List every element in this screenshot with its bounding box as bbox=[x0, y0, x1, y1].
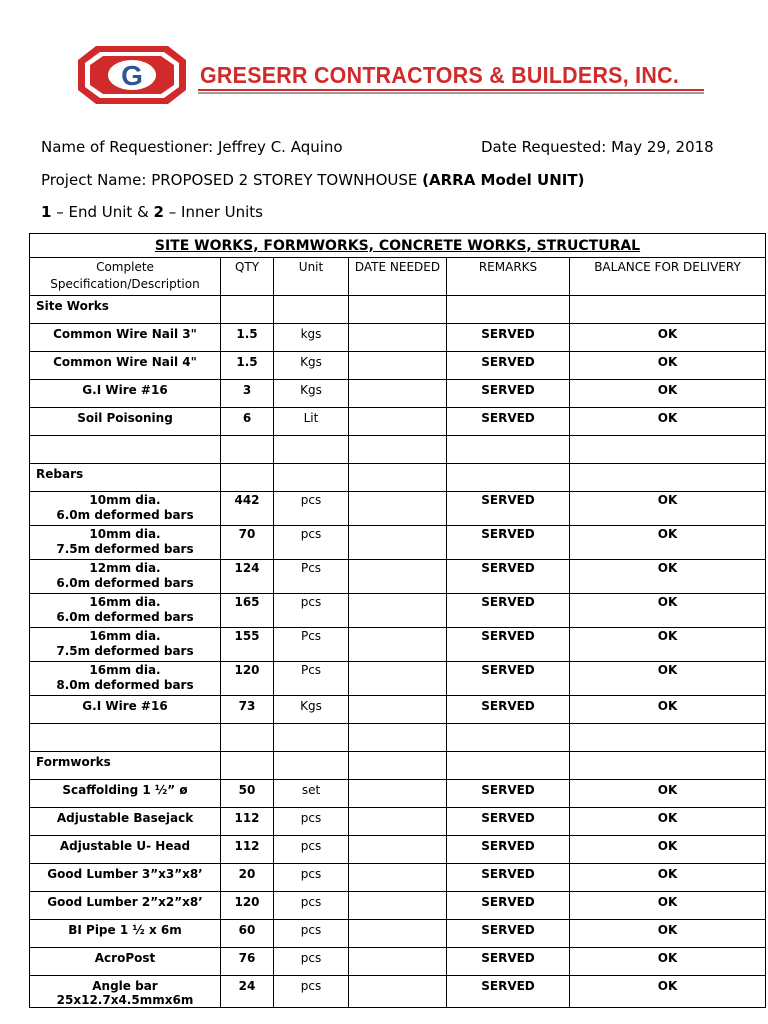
item-balance: OK bbox=[570, 892, 766, 920]
item-unit: pcs bbox=[274, 948, 349, 976]
item-remarks: SERVED bbox=[447, 808, 570, 836]
item-remarks: SERVED bbox=[447, 892, 570, 920]
item-unit: pcs bbox=[274, 864, 349, 892]
item-qty: 120 bbox=[221, 662, 274, 696]
item-date-needed bbox=[349, 324, 447, 352]
project-model: (ARRA Model UNIT) bbox=[422, 171, 585, 189]
table-title: SITE WORKS, FORMWORKS, CONCRETE WORKS, STRUCTURAL bbox=[30, 234, 766, 258]
item-description-line1: Angle bar 25x12.7x4.5mmx6m bbox=[56, 979, 194, 1007]
table-row bbox=[30, 594, 766, 628]
item-balance: OK bbox=[570, 408, 766, 436]
item-unit: pcs bbox=[274, 892, 349, 920]
units-text-1: – End Unit & bbox=[56, 203, 149, 221]
table-row bbox=[30, 976, 766, 1008]
item-description bbox=[30, 352, 221, 380]
item-description bbox=[30, 492, 221, 526]
item-date-needed bbox=[349, 560, 447, 594]
units-num-2: 2 bbox=[153, 203, 164, 221]
item-qty: 112 bbox=[221, 808, 274, 836]
item-unit: pcs bbox=[274, 920, 349, 948]
table-row bbox=[30, 948, 766, 976]
item-description bbox=[30, 948, 221, 976]
item-unit: Kgs bbox=[274, 352, 349, 380]
empty-cell bbox=[447, 752, 570, 780]
item-description-line1: Soil Poisoning bbox=[77, 411, 173, 425]
item-balance: OK bbox=[570, 526, 766, 560]
item-unit: kgs bbox=[274, 324, 349, 352]
item-unit bbox=[274, 724, 349, 752]
empty-cell bbox=[447, 464, 570, 492]
item-date-needed bbox=[349, 976, 447, 1008]
col-desc: Complete Specification/Description bbox=[30, 258, 221, 296]
item-description bbox=[30, 696, 221, 724]
item-qty: 24 bbox=[221, 976, 274, 1008]
item-qty: 60 bbox=[221, 920, 274, 948]
logo-letter: G bbox=[121, 60, 143, 91]
requester-label: Name of Requestioner: bbox=[41, 138, 214, 156]
item-qty: 124 bbox=[221, 560, 274, 594]
item-unit: Lit bbox=[274, 408, 349, 436]
project-value: PROPOSED 2 STOREY TOWNHOUSE bbox=[151, 171, 418, 189]
item-description-line1: G.I Wire #16 bbox=[82, 699, 168, 713]
table-row bbox=[30, 836, 766, 864]
date-value: May 29, 2018 bbox=[611, 138, 714, 156]
item-unit bbox=[274, 436, 349, 464]
header-rule-red bbox=[198, 89, 704, 91]
item-balance: OK bbox=[570, 380, 766, 408]
item-remarks: SERVED bbox=[447, 628, 570, 662]
item-qty: 120 bbox=[221, 892, 274, 920]
item-description-line2: 7.5m deformed bars bbox=[56, 644, 194, 658]
item-remarks: SERVED bbox=[447, 408, 570, 436]
item-date-needed bbox=[349, 892, 447, 920]
item-description bbox=[30, 808, 221, 836]
item-date-needed bbox=[349, 662, 447, 696]
item-unit: pcs bbox=[274, 492, 349, 526]
item-description-line1: Adjustable Basejack bbox=[56, 811, 194, 825]
col-date: DATE NEEDED bbox=[349, 258, 447, 296]
item-unit: Pcs bbox=[274, 628, 349, 662]
section-row bbox=[30, 464, 766, 492]
item-balance: OK bbox=[570, 836, 766, 864]
item-remarks: SERVED bbox=[447, 864, 570, 892]
item-description-line2: 8.0m deformed bars bbox=[56, 678, 194, 692]
col-remarks: REMARKS bbox=[447, 258, 570, 296]
company-name: GRESERR CONTRACTORS & BUILDERS, INC. bbox=[200, 62, 680, 88]
item-balance: OK bbox=[570, 808, 766, 836]
item-unit: pcs bbox=[274, 976, 349, 1008]
col-unit: Unit bbox=[274, 258, 349, 296]
item-date-needed bbox=[349, 492, 447, 526]
item-unit: pcs bbox=[274, 836, 349, 864]
item-description-line2: 6.0m deformed bars bbox=[56, 610, 194, 624]
item-unit: Pcs bbox=[274, 560, 349, 594]
item-date-needed bbox=[349, 864, 447, 892]
table-row bbox=[30, 724, 766, 752]
item-date-needed bbox=[349, 594, 447, 628]
empty-cell bbox=[221, 752, 274, 780]
table-row bbox=[30, 560, 766, 594]
item-balance bbox=[570, 724, 766, 752]
item-description-line1: 12mm dia. bbox=[89, 561, 161, 575]
table-row bbox=[30, 808, 766, 836]
table-row bbox=[30, 526, 766, 560]
item-balance: OK bbox=[570, 976, 766, 1008]
item-description bbox=[30, 892, 221, 920]
item-description-line2: 7.5m deformed bars bbox=[56, 542, 194, 556]
table-row bbox=[30, 380, 766, 408]
item-qty: 6 bbox=[221, 408, 274, 436]
item-date-needed bbox=[349, 696, 447, 724]
item-description-line1: Good Lumber 2”x2”x8’ bbox=[47, 895, 203, 909]
empty-cell bbox=[274, 464, 349, 492]
item-remarks: SERVED bbox=[447, 948, 570, 976]
item-description bbox=[30, 976, 221, 1008]
item-balance: OK bbox=[570, 352, 766, 380]
item-remarks: SERVED bbox=[447, 324, 570, 352]
item-qty: 112 bbox=[221, 836, 274, 864]
item-remarks: SERVED bbox=[447, 526, 570, 560]
item-qty: 76 bbox=[221, 948, 274, 976]
item-remarks: SERVED bbox=[447, 976, 570, 1008]
item-description-line1: 16mm dia. bbox=[89, 595, 161, 609]
item-description bbox=[30, 662, 221, 696]
item-qty: 70 bbox=[221, 526, 274, 560]
requester-line bbox=[41, 138, 343, 156]
item-remarks: SERVED bbox=[447, 352, 570, 380]
item-description-line1: Common Wire Nail 3" bbox=[53, 327, 197, 341]
item-balance bbox=[570, 436, 766, 464]
item-remarks: SERVED bbox=[447, 662, 570, 696]
item-qty bbox=[221, 436, 274, 464]
item-qty: 50 bbox=[221, 780, 274, 808]
units-line bbox=[41, 203, 263, 221]
table-row bbox=[30, 492, 766, 526]
item-remarks bbox=[447, 724, 570, 752]
item-balance: OK bbox=[570, 948, 766, 976]
item-remarks: SERVED bbox=[447, 836, 570, 864]
item-unit: Kgs bbox=[274, 696, 349, 724]
table-row bbox=[30, 696, 766, 724]
item-qty: 3 bbox=[221, 380, 274, 408]
table-row bbox=[30, 324, 766, 352]
item-date-needed bbox=[349, 526, 447, 560]
item-balance: OK bbox=[570, 594, 766, 628]
requester-value: Jeffrey C. Aquino bbox=[218, 138, 343, 156]
date-label: Date Requested: bbox=[481, 138, 607, 156]
empty-cell bbox=[349, 752, 447, 780]
units-text-2: – Inner Units bbox=[168, 203, 263, 221]
project-line bbox=[41, 171, 584, 189]
empty-cell bbox=[349, 464, 447, 492]
item-remarks bbox=[447, 436, 570, 464]
empty-cell bbox=[349, 296, 447, 324]
empty-cell bbox=[221, 296, 274, 324]
item-description-line1: G.I Wire #16 bbox=[82, 383, 168, 397]
item-qty: 165 bbox=[221, 594, 274, 628]
item-description-line1: BI Pipe 1 ½ x 6m bbox=[68, 923, 182, 937]
table-row bbox=[30, 352, 766, 380]
date-line bbox=[481, 138, 714, 156]
item-date-needed bbox=[349, 408, 447, 436]
table-row bbox=[30, 662, 766, 696]
item-date-needed bbox=[349, 724, 447, 752]
table-row bbox=[30, 920, 766, 948]
item-qty: 442 bbox=[221, 492, 274, 526]
item-remarks: SERVED bbox=[447, 594, 570, 628]
company-logo bbox=[76, 44, 188, 106]
empty-cell bbox=[274, 296, 349, 324]
item-unit: pcs bbox=[274, 594, 349, 628]
item-description bbox=[30, 380, 221, 408]
item-description bbox=[30, 724, 221, 752]
item-unit: Pcs bbox=[274, 662, 349, 696]
materials-table bbox=[29, 233, 766, 1008]
item-balance: OK bbox=[570, 696, 766, 724]
item-description-line1: 16mm dia. bbox=[89, 663, 161, 677]
item-balance: OK bbox=[570, 628, 766, 662]
item-remarks: SERVED bbox=[447, 920, 570, 948]
table-body bbox=[30, 296, 766, 1008]
item-date-needed bbox=[349, 836, 447, 864]
empty-cell bbox=[570, 296, 766, 324]
item-date-needed bbox=[349, 380, 447, 408]
item-qty: 1.5 bbox=[221, 352, 274, 380]
table-row bbox=[30, 864, 766, 892]
item-description-line1: 16mm dia. bbox=[89, 629, 161, 643]
item-remarks: SERVED bbox=[447, 696, 570, 724]
item-unit: set bbox=[274, 780, 349, 808]
empty-cell bbox=[570, 752, 766, 780]
empty-cell bbox=[274, 752, 349, 780]
section-heading: Site Works bbox=[30, 296, 221, 324]
item-description bbox=[30, 836, 221, 864]
item-description bbox=[30, 526, 221, 560]
item-description-line1: Adjustable U- Head bbox=[59, 839, 191, 853]
item-date-needed bbox=[349, 780, 447, 808]
item-description bbox=[30, 864, 221, 892]
item-date-needed bbox=[349, 628, 447, 662]
item-date-needed bbox=[349, 352, 447, 380]
table-row bbox=[30, 892, 766, 920]
item-description-line1: Good Lumber 3”x3”x8’ bbox=[47, 867, 203, 881]
table-row bbox=[30, 628, 766, 662]
item-balance: OK bbox=[570, 492, 766, 526]
item-balance: OK bbox=[570, 864, 766, 892]
item-remarks: SERVED bbox=[447, 780, 570, 808]
section-row bbox=[30, 296, 766, 324]
item-date-needed bbox=[349, 808, 447, 836]
item-date-needed bbox=[349, 920, 447, 948]
section-heading: Formworks bbox=[30, 752, 221, 780]
col-balance: BALANCE FOR DELIVERY bbox=[570, 258, 766, 296]
item-qty: 1.5 bbox=[221, 324, 274, 352]
item-description-line1: Scaffolding 1 ½” ø bbox=[62, 783, 188, 797]
table-row bbox=[30, 436, 766, 464]
item-description-line1: Common Wire Nail 4" bbox=[53, 355, 197, 369]
item-description bbox=[30, 920, 221, 948]
item-description bbox=[30, 408, 221, 436]
section-row bbox=[30, 752, 766, 780]
item-description bbox=[30, 628, 221, 662]
item-balance: OK bbox=[570, 560, 766, 594]
empty-cell bbox=[447, 296, 570, 324]
item-qty bbox=[221, 724, 274, 752]
item-balance: OK bbox=[570, 662, 766, 696]
item-remarks: SERVED bbox=[447, 560, 570, 594]
item-qty: 73 bbox=[221, 696, 274, 724]
item-unit: pcs bbox=[274, 808, 349, 836]
empty-cell bbox=[570, 464, 766, 492]
item-description-line1: AcroPost bbox=[94, 951, 156, 965]
item-date-needed bbox=[349, 436, 447, 464]
col-qty: QTY bbox=[221, 258, 274, 296]
item-qty: 155 bbox=[221, 628, 274, 662]
item-description bbox=[30, 560, 221, 594]
project-label: Project Name: bbox=[41, 171, 147, 189]
item-date-needed bbox=[349, 948, 447, 976]
item-description-line1: 10mm dia. bbox=[89, 527, 161, 541]
header-rule-gray bbox=[198, 92, 704, 94]
item-description bbox=[30, 780, 221, 808]
table-row bbox=[30, 408, 766, 436]
item-unit: Kgs bbox=[274, 380, 349, 408]
item-description bbox=[30, 594, 221, 628]
item-balance: OK bbox=[570, 324, 766, 352]
item-remarks: SERVED bbox=[447, 380, 570, 408]
item-remarks: SERVED bbox=[447, 492, 570, 526]
item-description-line2: 6.0m deformed bars bbox=[56, 576, 194, 590]
item-qty: 20 bbox=[221, 864, 274, 892]
empty-cell bbox=[221, 464, 274, 492]
item-description bbox=[30, 436, 221, 464]
item-balance: OK bbox=[570, 780, 766, 808]
item-unit: pcs bbox=[274, 526, 349, 560]
item-description-line1: 10mm dia. bbox=[89, 493, 161, 507]
section-heading: Rebars bbox=[30, 464, 221, 492]
item-description bbox=[30, 324, 221, 352]
item-balance: OK bbox=[570, 920, 766, 948]
table-row bbox=[30, 780, 766, 808]
item-description-line2: 6.0m deformed bars bbox=[56, 508, 194, 522]
units-num-1: 1 bbox=[41, 203, 52, 221]
